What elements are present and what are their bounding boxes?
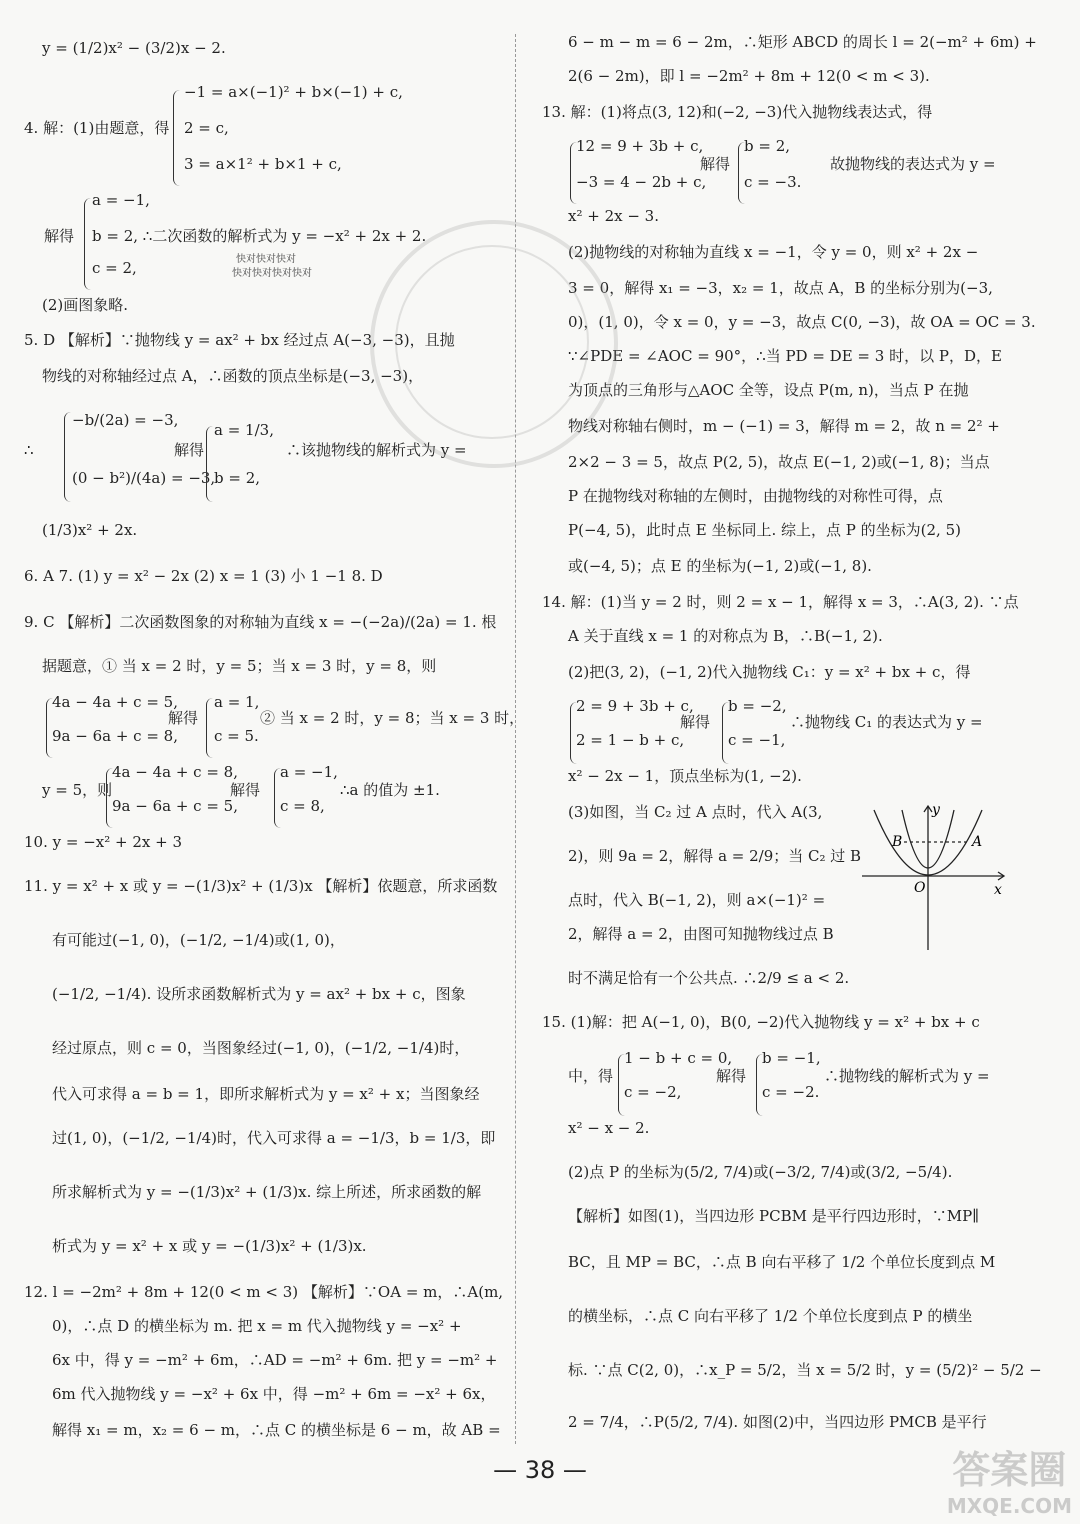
right-line: 标. ∵点 C(2, 0)，∴x_P = 5/2，当 x = 5/2 时，y = (5/2)² − 5/2 − <box>568 1361 1042 1379</box>
right-line: 2(6 − 2m)，即 l = −2m² + 8m + 12(0 < m < 3). <box>568 67 930 85</box>
left-line: c = 5. <box>214 727 259 745</box>
system-brace <box>274 768 281 828</box>
right-line: x² + 2x − 3. <box>568 207 659 225</box>
right-line: 中，得 <box>568 1067 614 1085</box>
right-line: (3)如图，当 C₂ 过 A 点时，代入 A(3, <box>568 803 823 821</box>
right-line: 15. (1)解：把 A(−1, 0)，B(0, −2)代入抛物线 y = x² + bx + c <box>542 1013 980 1031</box>
right-line: b = −1, <box>762 1049 821 1067</box>
right-line: 物线对称轴右侧时，m − (−1) = 3，解得 m = 2，故 n = 2² + <box>568 417 1000 435</box>
right-line: −3 = 4 − 2b + c, <box>576 173 707 191</box>
left-line: 解得 <box>174 441 205 459</box>
right-line: 故抛物线的表达式为 y = <box>830 155 996 173</box>
left-line: b = 2, <box>214 469 261 487</box>
right-line: c = −2, <box>624 1083 682 1101</box>
left-line: 解得 <box>168 709 199 727</box>
left-line: 解得 x₁ = m，x₂ = 6 − m，∴点 C 的横坐标是 6 − m，故 AB = <box>52 1421 501 1439</box>
left-line: b = 2, ∴二次函数的解析式为 y = −x² + 2x + 2. <box>92 227 427 245</box>
system-brace <box>106 768 113 828</box>
left-line: 解得 <box>44 227 75 245</box>
label-y: y <box>932 802 940 818</box>
left-line: 过(1, 0)，(−1/2, −1/4)时，代入可求得 a = −1/3，b = 1/3，即 <box>52 1129 496 1147</box>
right-line: 6 − m − m = 6 − 2m，∴矩形 ABCD 的周长 l = 2(−m² + 6m) + <box>568 33 1037 51</box>
left-line: c = 8, <box>280 797 325 815</box>
right-line: 时不满足恰有一个公共点. ∴2/9 ≤ a < 2. <box>568 969 850 987</box>
system-brace <box>46 698 53 758</box>
left-line: 9a − 6a + c = 8, <box>52 727 178 745</box>
left-line: 4a − 4a + c = 5, <box>52 693 178 711</box>
right-line: P(−4, 5)，此时点 E 坐标同上. 综上，点 P 的坐标为(2, 5) <box>568 521 961 539</box>
stamp-text-2: 快对快对快对快对 <box>232 268 312 279</box>
right-line: 或(−4, 5)；点 E 的坐标为(−1, 2)或(−1, 8). <box>568 557 872 575</box>
right-line: (2)抛物线的对称轴为直线 x = −1，令 y = 0，则 x² + 2x − <box>568 243 979 261</box>
system-brace <box>722 702 729 764</box>
left-line: (1/3)x² + 2x. <box>42 521 138 539</box>
right-line: b = −2, <box>728 697 787 715</box>
left-line: (−1/2, −1/4). 设所求函数解析式为 y = ax² + bx + c，图象 <box>52 985 466 1003</box>
left-line: a = −1, <box>280 763 338 781</box>
left-line: 4. 解：(1)由题意，得 <box>24 119 170 137</box>
right-line: x² − x − 2. <box>568 1119 650 1137</box>
left-line: 4a − 4a + c = 8, <box>112 763 238 781</box>
right-line: A 关于直线 x = 1 的对称点为 B，∴B(−1, 2). <box>568 627 883 645</box>
right-line: c = −1, <box>728 731 786 749</box>
right-line: ∵∠PDE = ∠AOC = 90°，∴当 PD = DE = 3 时，以 P，D，E <box>568 347 1002 365</box>
left-line: 9a − 6a + c = 5, <box>112 797 238 815</box>
left-line: a = −1, <box>92 191 150 209</box>
left-line: ∴ <box>24 441 34 459</box>
system-brace <box>206 426 213 502</box>
right-line: 14. 解：(1)当 y = 2 时，则 2 = x − 1，解得 x = 3，∴A(3, 2). ∵点 <box>542 593 1019 611</box>
left-line: ∴a 的值为 ±1. <box>340 781 440 799</box>
left-line: y = (1/2)x² − (3/2)x − 2. <box>42 39 226 57</box>
page-number: — 38 — <box>493 1456 587 1484</box>
left-line: 2 = c, <box>184 119 229 137</box>
system-brace <box>64 412 71 502</box>
left-line: 析式为 y = x² + x 或 y = −(1/3)x² + (1/3)x. <box>52 1237 367 1255</box>
right-line: ∴抛物线的解析式为 y = <box>824 1067 990 1085</box>
left-line: −1 = a×(−1)² + b×(−1) + c, <box>184 83 403 101</box>
right-line: 2 = 9 + 3b + c, <box>576 697 694 715</box>
right-line: 2 = 7/4，∴P(5/2, 7/4). 如图(2)中，当四边形 PMCB 是平行 <box>568 1413 987 1431</box>
left-line: 11. y = x² + x 或 y = −(1/3)x² + (1/3)x 【解析】依题意，所求函数 <box>24 877 498 895</box>
right-line: 解得 <box>700 155 731 173</box>
watermark-title: 答案圈 <box>952 1448 1067 1492</box>
left-line: a = 1/3, <box>214 421 274 439</box>
parabola-graph <box>852 800 1012 960</box>
right-line: 13. 解：(1)将点(3, 12)和(−2, −3)代入抛物线表达式，得 <box>542 103 933 121</box>
right-line: P 在抛物线对称轴的左侧时，由抛物线的对称性可得，点 <box>568 487 943 505</box>
left-line: 9. C 【解析】二次函数图象的对称轴为直线 x = −(−2a)/(2a) = 1. 根 <box>24 613 497 631</box>
right-line: 1 − b + c = 0, <box>624 1049 733 1067</box>
left-line: ② 当 x = 2 时，y = 8；当 x = 3 时， <box>260 709 525 727</box>
left-line: 代入可求得 a = b = 1，即所求解析式为 y = x² + x；当图象经 <box>52 1085 480 1103</box>
watermark-url: MXQE.COM <box>946 1494 1072 1518</box>
right-line: (2)点 P 的坐标为(5/2, 7/4)或(−3/2, 7/4)或(3/2, −5/4). <box>568 1163 953 1181</box>
right-line: b = 2, <box>744 137 791 155</box>
right-line: 2 = 1 − b + c, <box>576 731 685 749</box>
label-x: x <box>994 882 1002 898</box>
left-line: 12. l = −2m² + 8m + 12(0 < m < 3) 【解析】∵OA = m，∴A(m, <box>24 1283 504 1301</box>
left-line: 经过原点，则 c = 0，当图象经过(−1, 0)，(−1/2, −1/4)时， <box>52 1039 470 1057</box>
watermark-logo <box>947 1439 1072 1518</box>
system-brace <box>84 198 91 290</box>
right-line: x² − 2x − 1，顶点坐标为(1, −2). <box>568 767 802 785</box>
left-line: c = 2, <box>92 259 137 277</box>
left-line: 6m 代入抛物线 y = −x² + 6x 中，得 −m² + 6m = −x² + 6x， <box>52 1385 496 1403</box>
left-line: a = 1, <box>214 693 260 711</box>
system-brace <box>738 142 745 204</box>
left-line: −b/(2a) = −3, <box>72 411 179 429</box>
left-line: 3 = a×1² + b×1 + c, <box>184 155 342 173</box>
right-line: ∴抛物线 C₁ 的表达式为 y = <box>790 713 983 731</box>
left-line: y = 5，则 <box>42 781 113 799</box>
system-brace <box>570 142 577 204</box>
label-b: B <box>892 834 903 850</box>
left-line: (0 − b²)/(4a) = −3, <box>72 469 216 487</box>
label-o: O <box>914 880 926 896</box>
right-line: 2)，则 9a = 2，解得 a = 2/9；当 C₂ 过 B <box>568 847 862 865</box>
left-line: 解得 <box>230 781 261 799</box>
left-line: 物线的对称轴经过点 A，∴函数的顶点坐标是(−3, −3)， <box>42 367 424 385</box>
system-brace <box>618 1054 625 1116</box>
left-line: 6x 中，得 y = −m² + 6m，∴AD = −m² + 6m. 把 y = −m² + <box>52 1351 498 1369</box>
left-line: 有可能过(−1, 0)，(−1/2, −1/4)或(1, 0)， <box>52 931 345 949</box>
right-line: BC，且 MP = BC，∴点 B 向右平移了 1/2 个单位长度到点 M <box>568 1253 996 1271</box>
right-line: 【解析】如图(1)，当四边形 PCBM 是平行四边形时，∵MP∥ <box>568 1207 980 1225</box>
right-line: (2)把(3, 2)，(−1, 2)代入抛物线 C₁：y = x² + bx + c，得 <box>568 663 971 681</box>
system-brace <box>570 702 577 764</box>
left-line: 5. D 【解析】∵抛物线 y = ax² + bx 经过点 A(−3, −3)，且抛 <box>24 331 455 349</box>
left-line: ∴该抛物线的解析式为 y = <box>286 441 467 459</box>
right-line: 解得 <box>716 1067 747 1085</box>
right-line: 点时，代入 B(−1, 2)，则 a×(−1)² = <box>568 891 826 909</box>
right-line: 2，解得 a = 2，由图可知抛物线过点 B <box>568 925 834 943</box>
right-line: 解得 <box>680 713 711 731</box>
left-line: 10. y = −x² + 2x + 3 <box>24 833 182 851</box>
right-line: 3 = 0，解得 x₁ = −3，x₂ = 1，故点 A，B 的坐标分别为(−3, <box>568 279 993 297</box>
system-brace <box>173 90 180 186</box>
left-line: (2)画图象略. <box>42 296 129 314</box>
right-line: 2×2 − 3 = 5，故点 P(2, 5)，故点 E(−1, 2)或(−1, 8)；当点 <box>568 453 990 471</box>
left-line: 0)，∴点 D 的横坐标为 m. 把 x = m 代入抛物线 y = −x² + <box>52 1317 462 1335</box>
left-line: 所求解析式为 y = −(1/3)x² + (1/3)x. 综上所述，所求函数的解 <box>52 1183 482 1201</box>
left-line: 据题意，① 当 x = 2 时，y = 5；当 x = 3 时，y = 8，则 <box>42 657 437 675</box>
label-a: A <box>972 834 983 850</box>
system-brace <box>206 698 213 758</box>
stamp-seal-inner <box>395 245 589 439</box>
system-brace <box>756 1054 763 1116</box>
right-line: c = −2. <box>762 1083 820 1101</box>
right-line: 12 = 9 + 3b + c, <box>576 137 704 155</box>
left-line: 6. A 7. (1) y = x² − 2x (2) x = 1 (3) 小 1 −1 8. D <box>24 567 383 585</box>
right-line: 为顶点的三角形与△AOC 全等，设点 P(m, n)，当点 P 在抛 <box>568 381 969 399</box>
stamp-text-1: 快对快对快对 <box>236 254 296 265</box>
right-line: 的横坐标，∴点 C 向右平移了 1/2 个单位长度到点 P 的横坐 <box>568 1307 973 1325</box>
right-line: 0)，(1, 0)，令 x = 0，y = −3，故点 C(0, −3)，故 OA = OC = 3. <box>568 313 1036 331</box>
right-line: c = −3. <box>744 173 802 191</box>
